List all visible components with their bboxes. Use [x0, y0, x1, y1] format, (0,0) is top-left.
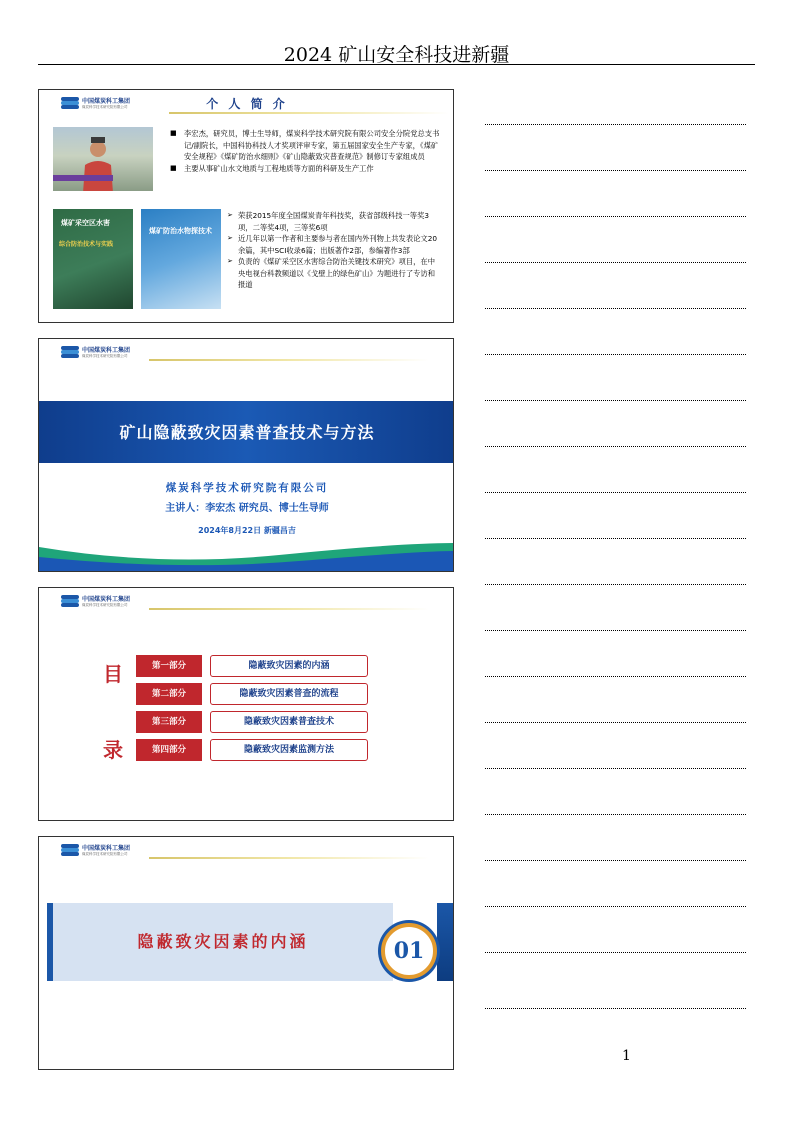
contents-heading-mu: 目	[103, 662, 123, 686]
decorative-wave	[39, 537, 454, 571]
profile-bullets	[170, 128, 440, 174]
slide-contents	[38, 587, 454, 821]
date-location: 2024年8月22日 新疆昌吉	[198, 526, 296, 535]
book1-subtitle: 综合防治技术与实践	[59, 241, 114, 248]
book2-title: 煤矿防治水物探技术	[149, 227, 212, 235]
toc-item[interactable]	[136, 683, 366, 705]
toc-part-tag: 第一部分	[136, 655, 202, 677]
company-logo	[61, 346, 130, 358]
toc-part-label: 隐蔽致灾因素普查技术	[210, 711, 368, 733]
toc-part-tag: 第三部分	[136, 711, 202, 733]
company-logo	[61, 844, 130, 856]
portrait-photo	[53, 127, 153, 191]
logo-sub: 煤炭科学技术研究院有限公司	[82, 851, 128, 856]
toc-part-label: 隐蔽致灾因素监测方法	[210, 739, 368, 761]
toc-item[interactable]	[136, 711, 366, 733]
presentation-title: 矿山隐蔽致灾因素普查技术与方法	[119, 423, 375, 442]
slide-title: 个 人 简 介	[206, 97, 288, 111]
logo-underline	[149, 359, 429, 361]
company-logo	[61, 595, 130, 607]
logo-underline	[169, 112, 449, 114]
logo-sub: 煤炭科学技术研究院有限公司	[82, 353, 128, 358]
logo-underline	[149, 857, 429, 859]
book1-title: 煤矿采空区水害	[61, 219, 110, 227]
slide-title-page	[38, 338, 454, 572]
speaker: 主讲人：李宏杰 研究员、博士生导师	[165, 503, 329, 514]
toc-item[interactable]	[136, 739, 366, 761]
section-side-bar	[437, 903, 454, 981]
slide-profile	[38, 89, 454, 323]
organization: 煤炭科学技术研究院有限公司	[165, 482, 329, 494]
book-cover-2	[141, 209, 221, 309]
logo-sub: 煤炭科学技术研究院有限公司	[82, 602, 128, 607]
logo-name: 中国煤炭科工集团	[82, 595, 131, 603]
title-band	[39, 401, 454, 463]
profile-bullet: ■ 主要从事矿山水文地质与工程地质等方面的科研及生产工作	[170, 163, 440, 175]
section-title: 隐蔽致灾因素的内涵	[137, 932, 309, 951]
logo-icon	[61, 844, 79, 856]
section-panel	[47, 903, 393, 981]
page-number: 1	[622, 1048, 631, 1064]
header-rule	[38, 64, 755, 65]
section-number: 01	[381, 923, 437, 979]
achievement-item: ➢ 负责的《煤矿采空区水害综合防治关键技术研究》项目，在中央电视台科教频道以《戈壁上的绿色矿山》为题进行了专访和报道	[227, 256, 437, 291]
achievement-item: ➢ 近几年以第一作者和主要参与者在国内外刊物上共发表论文20余篇，其中SCI收录6篇；出版著作2部，参编著作3部	[227, 233, 437, 256]
logo-name: 中国煤炭科工集团	[82, 346, 131, 354]
logo-sub: 煤炭科学技术研究院有限公司	[82, 104, 128, 109]
profile-bullet: ■ 李宏杰，研究员，博士生导师，煤炭科学技术研究院有限公司安全分院党总支书记/副院长，中国科协科技人才奖项评审专家，第五届国家安全生产专家，《煤矿安全规程》《煤矿防治水细则》《矿山隐蔽致灾普查规范》制修订专家组成员	[170, 128, 440, 163]
slide-section-01	[38, 836, 454, 1070]
logo-name: 中国煤炭科工集团	[82, 97, 131, 105]
book-cover-1	[53, 209, 133, 309]
toc-part-label: 隐蔽致灾因素的内涵	[210, 655, 368, 677]
contents-heading-lu: 录	[103, 738, 123, 762]
page-header-title: 2024 矿山安全科技进新疆	[283, 44, 510, 66]
logo-underline	[149, 608, 429, 610]
toc-part-tag: 第二部分	[136, 683, 202, 705]
toc-part-tag: 第四部分	[136, 739, 202, 761]
achievement-list	[227, 210, 437, 291]
toc-part-label: 隐蔽致灾因素普查的流程	[210, 683, 368, 705]
achievement-item: ➢ 荣获2015年度全国煤炭青年科技奖，获省部级科技一等奖3项，二等奖4项，三等奖6项	[227, 210, 437, 233]
logo-icon	[61, 595, 79, 607]
toc-item[interactable]	[136, 655, 366, 677]
logo-name: 中国煤炭科工集团	[82, 844, 131, 852]
logo-icon	[61, 346, 79, 358]
